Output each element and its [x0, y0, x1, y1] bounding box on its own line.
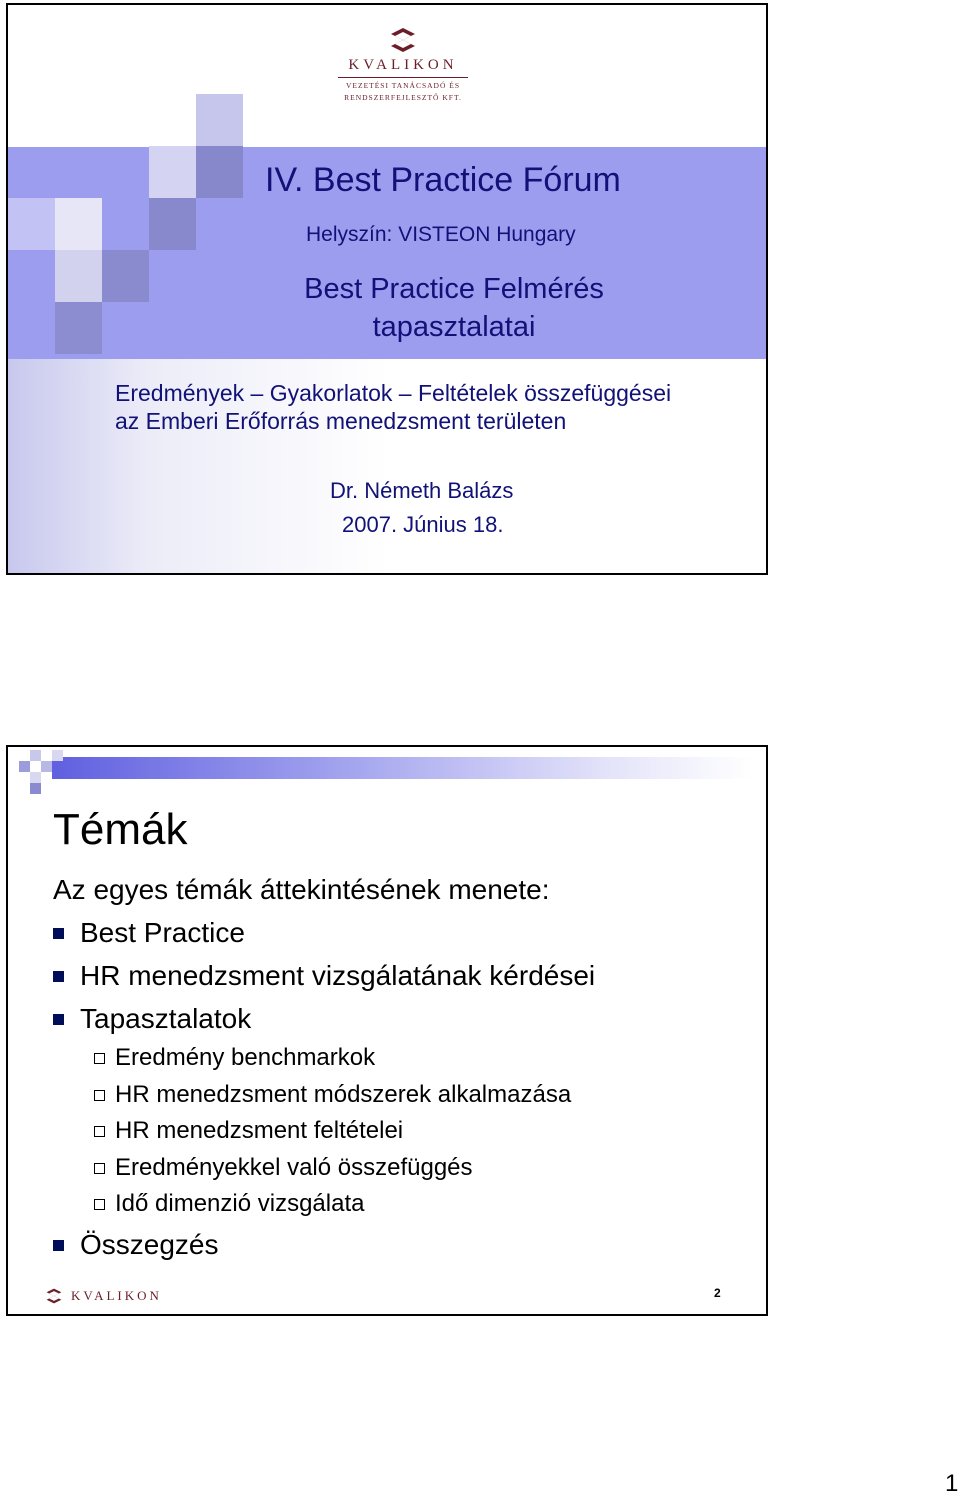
decorative-square [19, 761, 30, 772]
sub-list-item-label: Eredmény benchmarkok [115, 1044, 376, 1071]
decorative-square [52, 750, 63, 761]
decorative-square [196, 146, 243, 198]
topics-slide [6, 745, 768, 1316]
logo-subtitle-line: VEZETÉSI TANÁCSADÓ ÉS [345, 81, 460, 90]
hollow-square-bullet-icon [94, 1053, 105, 1064]
footer-logo [45, 1288, 162, 1304]
decorative-square [102, 250, 149, 302]
square-bullet-icon [53, 928, 64, 939]
sub-list-item-label: Idő dimenzió vizsgálata [115, 1190, 365, 1217]
slide-subtitle [256, 270, 652, 346]
decorative-square [55, 250, 102, 302]
sub-list-item [94, 1081, 571, 1109]
sub-list-item-label: HR menedzsment módszerek alkalmazása [115, 1081, 572, 1108]
title-slide [6, 3, 768, 575]
slide-description [115, 379, 671, 435]
decorative-square [55, 198, 102, 250]
page-number: 1 [945, 1470, 959, 1497]
sub-list-item [94, 1117, 403, 1145]
decorative-square [30, 783, 41, 794]
slide-number: 2 [714, 1286, 721, 1300]
list-item-label: HR menedzsment vizsgálatának kérdései [80, 960, 596, 991]
decorative-square [196, 94, 243, 146]
header-gradient-bar [52, 757, 752, 779]
list-item-label: Best Practice [80, 917, 245, 948]
decorative-square [149, 198, 196, 250]
description-line: Eredmények – Gyakorlatok – Feltételek összefüggései [115, 380, 672, 406]
list-item-label: Tapasztalatok [80, 1003, 252, 1034]
list-item [53, 917, 245, 949]
slide-title: Témák [53, 805, 188, 854]
decorative-square [8, 198, 55, 250]
sub-list-item-label: HR menedzsment feltételei [115, 1117, 404, 1144]
decorative-square [149, 146, 196, 198]
decorative-square [55, 302, 102, 354]
square-bullet-icon [53, 1014, 64, 1025]
sub-list-item [94, 1154, 473, 1182]
sub-list-item [94, 1044, 375, 1072]
hollow-square-bullet-icon [94, 1199, 105, 1210]
list-item [53, 1003, 251, 1035]
footer-logo-name: KVALIKON [71, 1288, 162, 1303]
subtitle-line: Best Practice Felmérés [304, 273, 604, 305]
list-item-label: Összegzés [80, 1229, 219, 1260]
slide-title: IV. Best Practice Fórum [265, 161, 621, 199]
venue: Helyszín: VISTEON Hungary [306, 223, 576, 246]
square-bullet-icon [53, 971, 64, 982]
logo-subtitle [338, 77, 468, 104]
hollow-square-bullet-icon [94, 1163, 105, 1174]
decorative-square [30, 750, 41, 761]
logo-subtitle-line: RENDSZERFEJLESZTŐ KFT. [344, 93, 462, 102]
sub-list-item [94, 1190, 364, 1218]
kvalikon-logo [338, 27, 468, 104]
intro-text: Az egyes témák áttekintésének menete: [53, 874, 550, 905]
date: 2007. Június 18. [342, 512, 504, 537]
hollow-square-bullet-icon [94, 1090, 105, 1101]
hollow-square-bullet-icon [94, 1126, 105, 1137]
decorative-square [41, 761, 52, 772]
list-item [53, 1229, 219, 1261]
list-item [53, 960, 595, 992]
decorative-square [30, 772, 41, 783]
author: Dr. Németh Balázs [330, 478, 514, 503]
description-line: az Emberi Erőforrás menedzsment területen [115, 408, 567, 434]
subtitle-line: tapasztalatai [372, 311, 536, 343]
square-bullet-icon [53, 1240, 64, 1251]
logo-name: KVALIKON [348, 57, 458, 73]
sub-list-item-label: Eredményekkel való összefüggés [115, 1154, 473, 1181]
kvalikon-logo-icon [45, 1288, 63, 1304]
kvalikon-logo-icon [389, 27, 417, 53]
